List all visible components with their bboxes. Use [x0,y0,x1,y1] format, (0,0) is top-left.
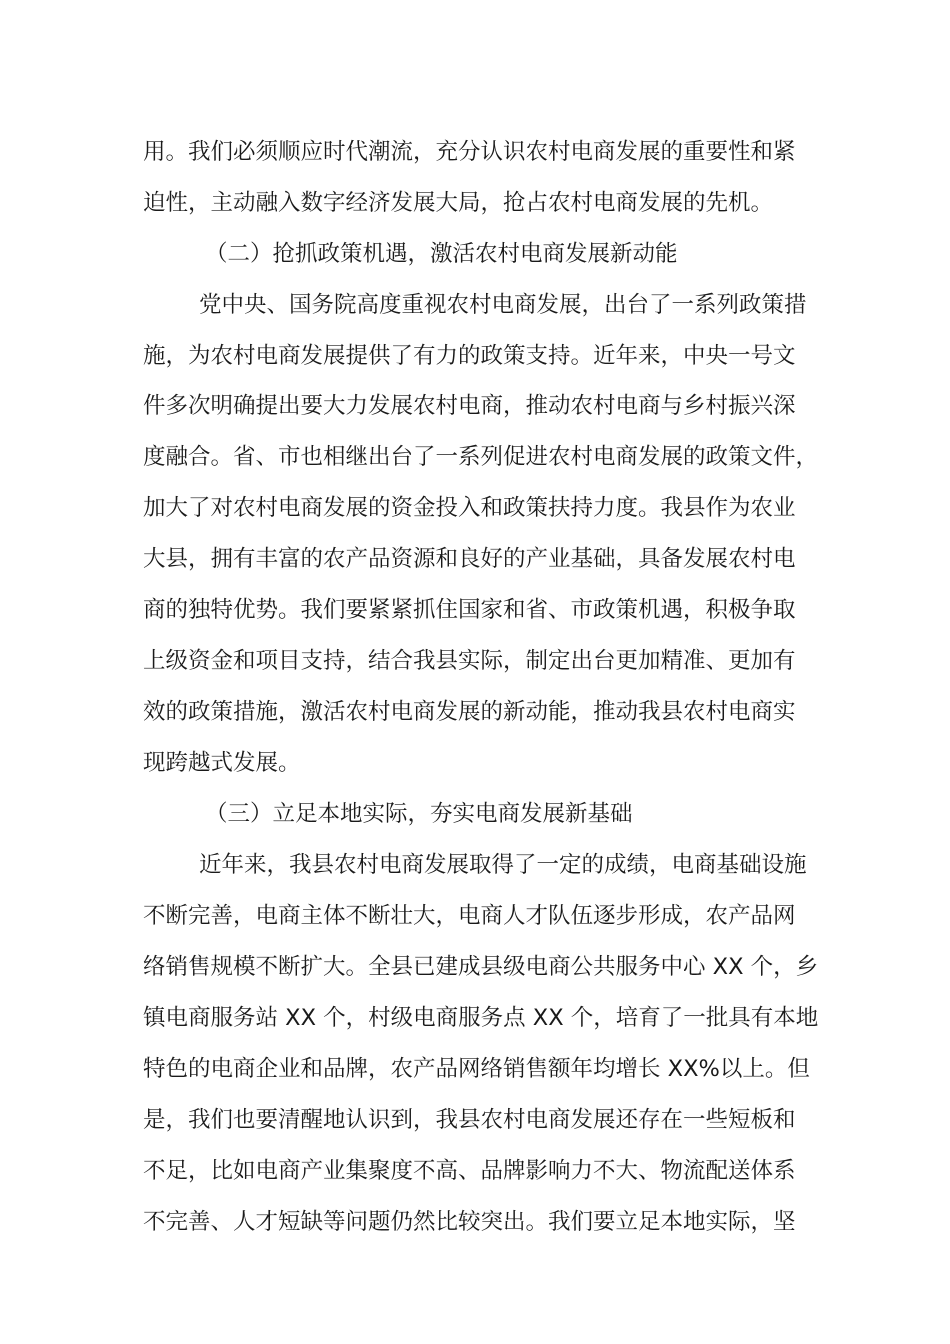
section-heading: （三）立足本地实际，夯实电商发展新基础 [205,801,633,827]
body-text-line: 是，我们也要清醒地认识到，我县农村电商发展还存在一些短板和 [143,1107,796,1133]
body-text-line: 施，为农村电商发展提供了有力的政策支持。近年来，中央一号文 [143,343,796,369]
body-text-line: 迫性，主动融入数字经济发展大局，抢占农村电商发展的先机。 [143,190,774,216]
body-text-line: 件多次明确提出要大力发展农村电商，推动农村电商与乡村振兴深 [143,393,796,419]
body-text-line: 大县，拥有丰富的农产品资源和良好的产业基础，具备发展农村电 [143,546,796,572]
body-text-line: 不足，比如电商产业集聚度不高、品牌影响力不大、物流配送体系 [143,1158,796,1184]
body-text-line: 现跨越式发展。 [143,750,301,776]
paragraph-first-line: 党中央、国务院高度重视农村电商发展，出台了一系列政策措 [199,292,807,318]
body-text-line: 度融合。省、市也相继出台了一系列促进农村电商发展的政策文件， [143,444,819,470]
body-text-line: 加大了对农村电商发展的资金投入和政策扶持力度。我县作为农业 [143,495,796,521]
body-text-line: 络销售规模不断扩大。全县已建成县级电商公共服务中心 XX 个，乡 [143,954,819,980]
body-text-line: 上级资金和项目支持，结合我县实际，制定出台更加精准、更加有 [143,648,796,674]
paragraph-first-line: 近年来，我县农村电商发展取得了一定的成绩，电商基础设施 [199,852,807,878]
body-text-line: 镇电商服务站 XX 个，村级电商服务点 XX 个，培育了一批具有本地 [143,1005,819,1031]
body-text-line: 不完善、人才短缺等问题仍然比较突出。我们要立足本地实际，坚 [143,1209,796,1235]
body-text-line: 商的独特优势。我们要紧紧抓住国家和省、市政策机遇，积极争取 [143,597,796,623]
body-text-line: 用。我们必须顺应时代潮流，充分认识农村电商发展的重要性和紧 [143,139,796,165]
body-text-line: 特色的电商企业和品牌，农产品网络销售额年均增长 XX%以上。但 [143,1056,810,1082]
body-text-line: 不断完善，电商主体不断壮大，电商人才队伍逐步形成，农产品网 [143,903,796,929]
body-text-line: 效的政策措施，激活农村电商发展的新动能，推动我县农村电商实 [143,699,796,725]
section-heading: （二）抢抓政策机遇，激活农村电商发展新动能 [205,241,678,267]
